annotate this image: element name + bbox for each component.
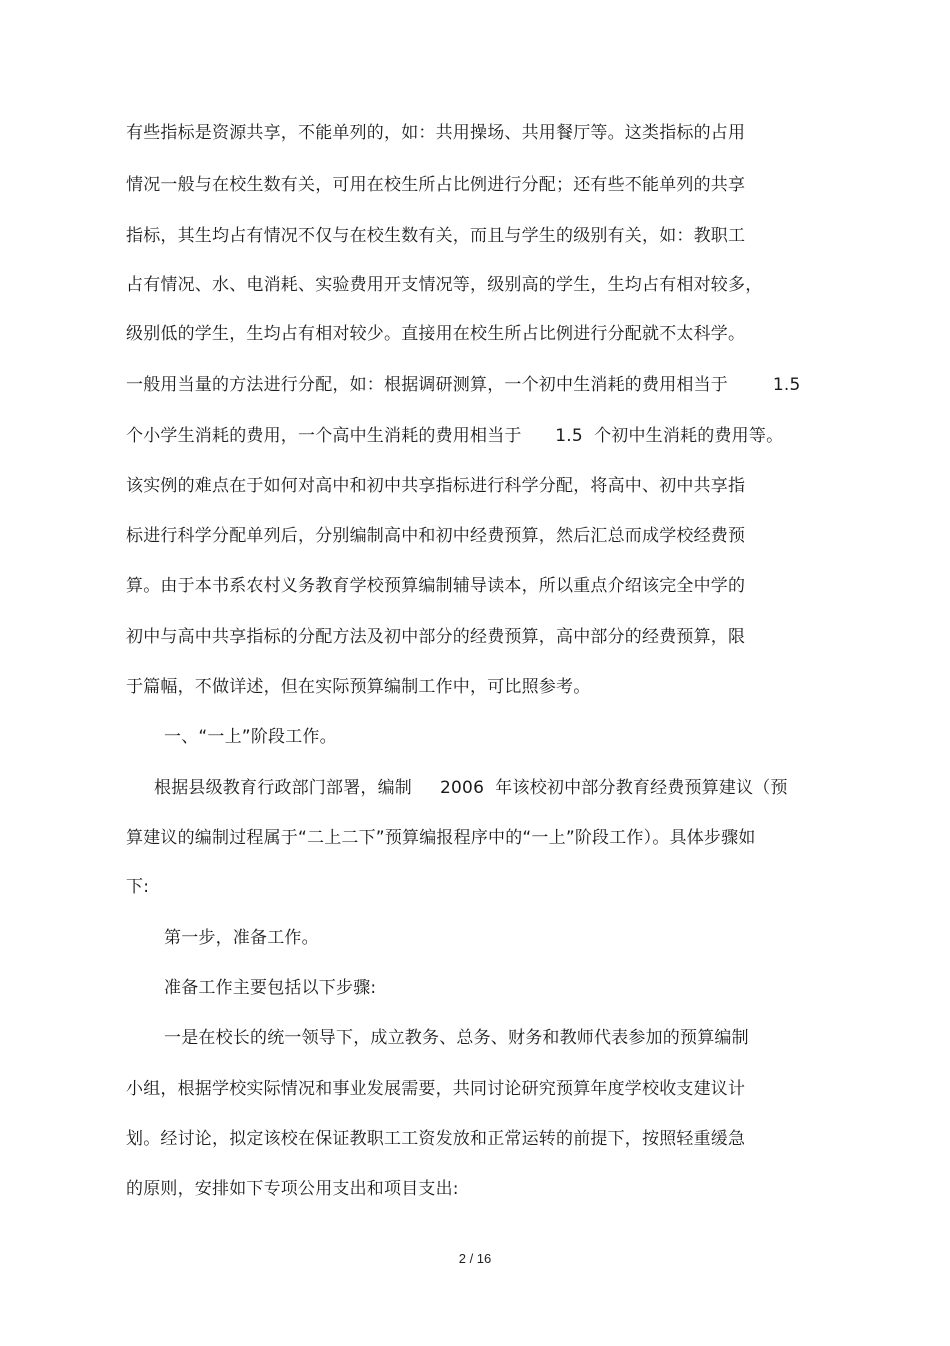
paragraph-line: 于篇幅，不做详述，但在实际预算编制工作中，可比照参考。: [126, 677, 591, 697]
paragraph-line: 的原则，安排如下专项公用支出和项目支出:: [126, 1179, 459, 1199]
paragraph-line: 标进行科学分配单列后，分别编制高中和初中经费预算，然后汇总而成学校经费预: [126, 526, 746, 546]
paragraph-line: 一是在校长的统一领导下，成立教务、总务、财务和教师代表参加的预算编制: [164, 1028, 749, 1048]
paragraph-line: 一般用当量的方法进行分配，如：根据调研测算，一个初中生消耗的费用相当于 1.5: [126, 375, 801, 395]
paragraph-line: 情况一般与在校生数有关，可用在校生所占比例进行分配；还有些不能单列的共享: [126, 175, 746, 195]
paragraph-line: 占有情况、水、电消耗、实验费用开支情况等，级别高的学生，生均占有相对较多，: [126, 275, 763, 295]
paragraph-line: 初中与高中共享指标的分配方法及初中部分的经费预算，高中部分的经费预算，限: [126, 627, 746, 647]
paragraph-line: 级别低的学生，生均占有相对较少。直接用在校生所占比例进行分配就不太科学。: [126, 324, 746, 344]
step-heading: 第一步，准备工作。: [164, 928, 319, 948]
paragraph-line: 下:: [126, 877, 150, 897]
paragraph-line: 有些指标是资源共享，不能单列的，如：共用操场、共用餐厅等。这类指标的占用: [126, 123, 746, 143]
paragraph-line: 该实例的难点在于如何对高中和初中共享指标进行科学分配，将高中、初中共享指: [126, 476, 746, 496]
paragraph-line: 根据县级教育行政部门部署，编制 2006 年该校初中部分教育经费预算建议（预: [154, 778, 788, 798]
section-heading: 一、“一上”阶段工作。: [164, 727, 337, 747]
paragraph-line: 算建议的编制过程属于“二上二下”预算编报程序中的“一上”阶段工作）。具体步骤如: [126, 828, 756, 848]
paragraph-line: 算。由于本书系农村义务教育学校预算编制辅导读本，所以重点介绍该完全中学的: [126, 576, 746, 596]
paragraph-line: 指标，其生均占有情况不仅与在校生数有关，而且与学生的级别有关，如：教职工: [126, 226, 746, 246]
paragraph-line: 小组，根据学校实际情况和事业发展需要，共同讨论研究预算年度学校收支建议计: [126, 1079, 746, 1099]
paragraph-line: 个小学生消耗的费用，一个高中生消耗的费用相当于 1.5 个初中生消耗的费用等。: [126, 426, 784, 446]
page-number: 2 / 16: [458, 1251, 492, 1266]
paragraph-line: 准备工作主要包括以下步骤:: [164, 978, 377, 998]
paragraph-line: 划。经讨论，拟定该校在保证教职工工资发放和正常运转的前提下，按照轻重缓急: [126, 1129, 746, 1149]
